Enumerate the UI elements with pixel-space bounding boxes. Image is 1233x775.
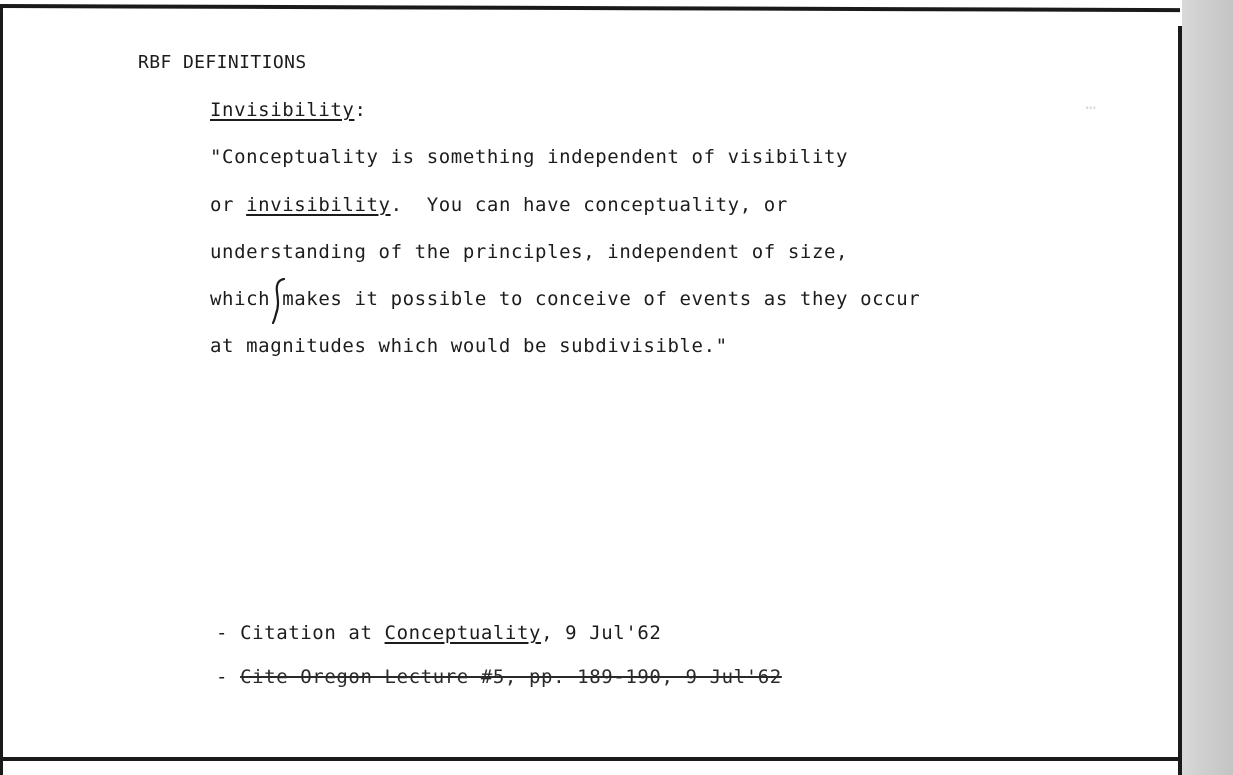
citation-1-link-term: Conceptuality <box>384 622 542 644</box>
page-edge-shadow <box>1182 0 1233 775</box>
citation-2-prefix: - <box>216 666 241 688</box>
citation-2 <box>216 668 782 687</box>
bleed-through-mark: ⵈ <box>1085 98 1097 119</box>
card-border-left <box>0 4 3 775</box>
quote-line-1: "Conceptuality is something independent of visibility <box>210 146 849 168</box>
quote-line-5: at magnitudes which would be subdivisible." <box>210 335 728 357</box>
card-border-right <box>1178 26 1182 775</box>
citation-2-struck-text: Cite Oregon Lecture #5, pp. 189-190, 9 Jul'62 <box>240 666 782 688</box>
term-label: Invisibility <box>210 99 355 121</box>
citation-1-date: , 9 Jul'62 <box>541 622 662 644</box>
quote-line-3: understanding of the principles, independent of size, <box>210 241 849 263</box>
term-colon: : <box>354 99 367 121</box>
quote-underlined-term: invisibility <box>246 194 391 216</box>
card-border-top <box>0 4 1180 12</box>
quote-line-2-suffix: . You can have conceptuality, or <box>390 194 788 216</box>
quote-line-2-prefix: or <box>210 194 247 216</box>
card-heading: RBF DEFINITIONS <box>138 52 307 73</box>
handwritten-separator-mark <box>270 276 288 324</box>
citation-1-prefix: - Citation at <box>216 622 385 644</box>
quote-line-2 <box>210 196 788 215</box>
card-border-bottom <box>0 757 1182 761</box>
citation-1 <box>216 624 661 643</box>
definition-term <box>210 101 367 120</box>
quote-line-4: which makes it possible to conceive of events as they occur <box>210 288 921 310</box>
